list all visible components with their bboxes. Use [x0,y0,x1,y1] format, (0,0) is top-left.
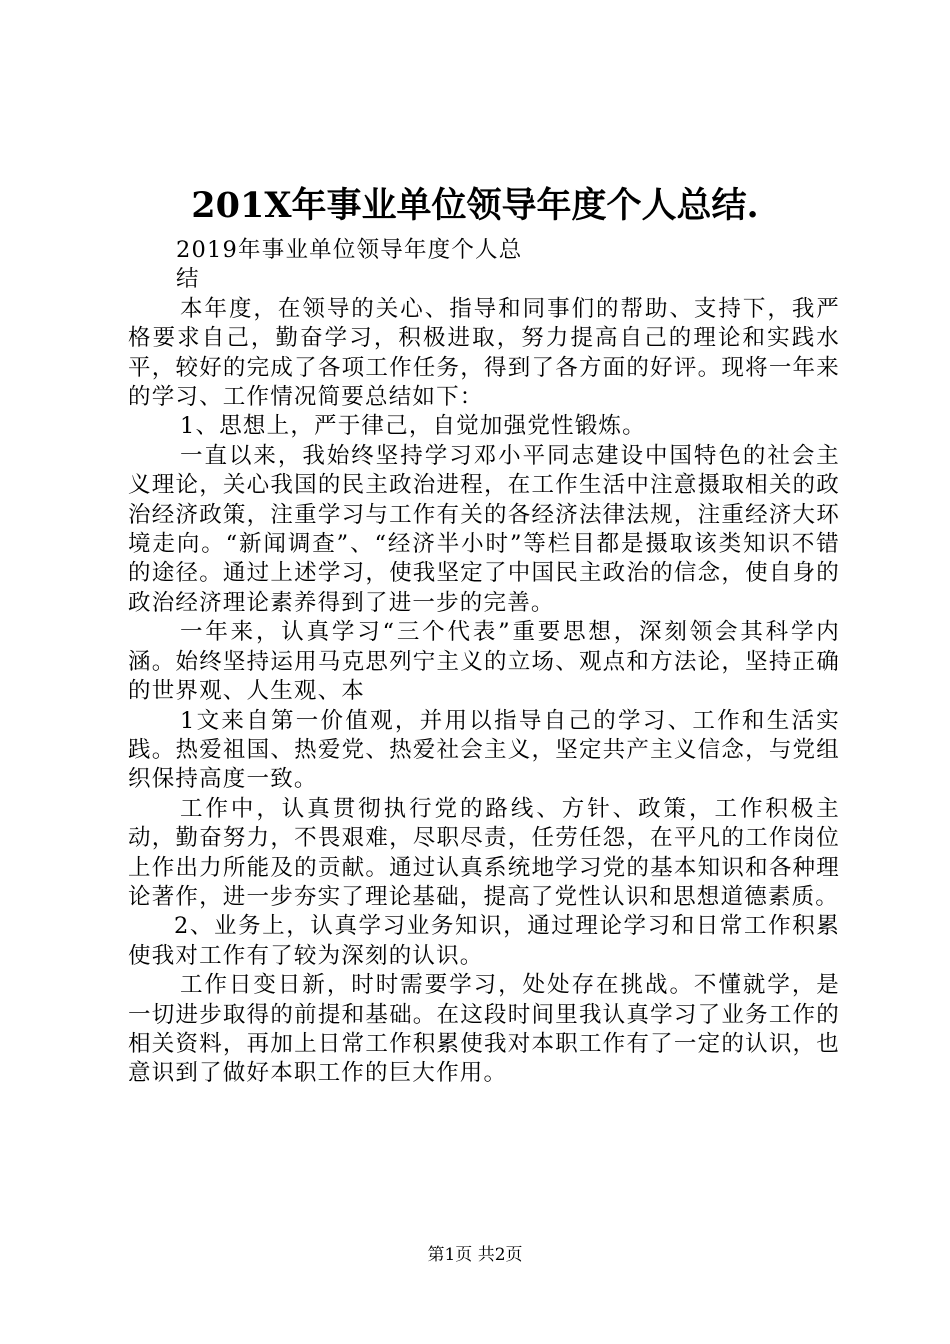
document-body [128,236,840,1089]
page-number: 第1页 共2页 [427,1245,523,1265]
document-subtitle: 2019年事业单位领导年度个人总 结 [176,237,523,293]
paragraph-heading-2: 2、业务上，认真学习业务知识，通过理论学习和日常工作积累使我对工作有了较为深刻的认识。 [128,913,840,969]
paragraph-work: 工作中，认真贯彻执行党的路线、方针、政策，工作积极主动，勤奋努力，不畏艰难，尽职尽责，任劳任怨，在平凡的工作岗位上作出力所能及的贡献。通过认真系统地学习党的基本知识和各种理论著作，进一步夯实了理论基础，提高了党性认识和思想道德素质。 [128,795,840,910]
paragraph-heading-1: 1、思想上，严于律己，自觉加强党性锻炼。 [180,413,646,440]
paragraph-theory-study: 一直以来，我始终坚持学习邓小平同志建设中国特色的社会主义理论，关心我国的民主政治进程，在工作生活中注意摄取相关的政治经济政策，注重学习与工作有关的各经济法律法规，注重经济大环境走向。“新闻调查”、“经济半小时”等栏目都是摄取该类知识不错的途径。通过上述学习，使我坚定了中国民主政治的信念，使自身的政治经济理论素养得到了进一步的完善。 [128,442,840,616]
paragraph-intro: 本年度，在领导的关心、指导和同事们的帮助、支持下，我严格要求自己，勤奋学习，积极进取，努力提高自己的理论和实践水平，较好的完成了各项工作任务，得到了各方面的好评。现将一年来的学习、工作情况简要总结如下： [128,295,840,411]
paragraph-learning: 工作日变日新，时时需要学习，处处存在挑战。不懂就学，是一切进步取得的前提和基础。在这段时间里我认真学习了业务工作的相关资料，再加上日常工作积累使我对本职工作有了一定的认识，也意识到了做好本职工作的巨大作用。 [128,972,840,1087]
document-title: 201X年事业单位领导年度个人总结. [191,185,759,226]
paragraph-values: 1文来自第一价值观，并用以指导自己的学习、工作和生活实践。热爱祖国、热爱党、热爱社会主义，坚定共产主义信念，与党组织保持高度一致。 [128,707,840,793]
paragraph-three-represents: 一年来，认真学习“三个代表”重要思想，深刻领会其科学内涵。始终坚持运用马克思列宁主义的立场、观点和方法论，坚持正确的世界观、人生观、本 [128,619,840,705]
